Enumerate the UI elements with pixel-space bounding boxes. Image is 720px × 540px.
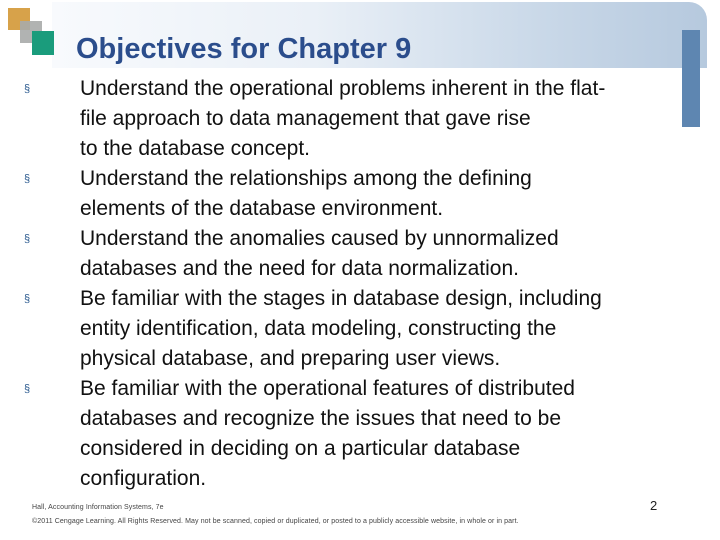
slide-footer <box>32 501 519 529</box>
bullet-icon: § <box>24 233 31 245</box>
objective-line: Understand the operational problems inherent in the flat- <box>80 77 606 100</box>
decorative-side-bar <box>682 30 700 127</box>
bullet-icon: § <box>24 173 31 185</box>
objectives-list <box>20 74 670 494</box>
bullet-icon: § <box>24 383 31 395</box>
objective-line: Be familiar with the stages in database design, including <box>80 287 602 310</box>
slide-title: Objectives for Chapter 9 <box>76 33 412 65</box>
objective-line: configuration. <box>80 467 207 490</box>
objective-line: considered in deciding on a particular database <box>80 437 521 460</box>
bullet-icon: § <box>24 83 31 95</box>
objective-line: databases and recognize the issues that need to be <box>80 407 562 430</box>
objective-line: elements of the database environment. <box>80 197 444 220</box>
footer-copyright: ©2011 Cengage Learning. All Rights Reserved. May not be scanned, copied or duplicated, or posted to a publicly accessible website, in whole or in part. <box>32 518 519 525</box>
objective-line: Understand the anomalies caused by unnormalized <box>80 227 559 250</box>
footer-citation: Hall, Accounting Information Systems, 7e <box>32 504 164 511</box>
objective-line: file approach to data management that gave rise <box>80 107 531 130</box>
decorative-square-teal <box>32 31 54 55</box>
objective-item <box>20 224 670 284</box>
objective-line: physical database, and preparing user views. <box>80 347 501 370</box>
objective-line: databases and the need for data normalization. <box>80 257 519 280</box>
objective-item <box>20 74 670 164</box>
page-number: 2 <box>650 498 658 513</box>
objective-item <box>20 374 670 494</box>
objective-line: entity identification, data modeling, constructing the <box>80 317 557 340</box>
objective-line: Understand the relationships among the defining <box>80 167 532 190</box>
objective-line: to the database concept. <box>80 137 311 160</box>
objective-item <box>20 284 670 374</box>
bullet-icon: § <box>24 293 31 305</box>
objective-line: Be familiar with the operational features of distributed <box>80 377 575 400</box>
objective-item <box>20 164 670 224</box>
